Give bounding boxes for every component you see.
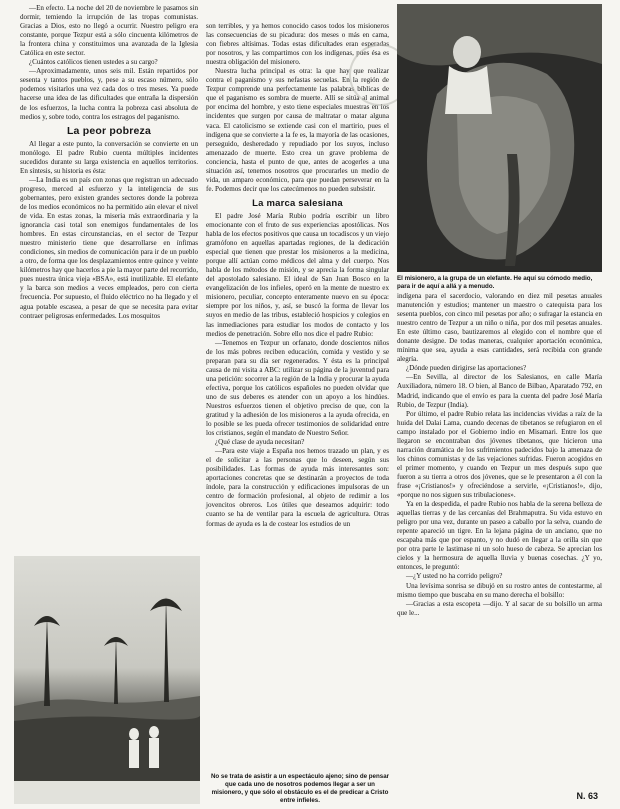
paragraph: —En efecto. La noche del 20 de noviembre le pasamos sin dormir, temiendo la irrupción de las tropas comunistas. Gracias a Dios, esto no llegó a ocurrir. Nuestro peligro era constante, porque Tezpur está a sólo cincuenta kilómetros de la frontera china y constituimos una avanzada de la Iglesia Católica en este sector. (20, 4, 198, 58)
paragraph: —En Sevilla, al director de los Salesianos, en calle María Auxiliadora, número 18. O bien, al Banco de Bilbao, Aparatado 792, en Madrid, indicando que el envío es para la cuenta del padre José María Rubio, de Tezpur (India). (397, 373, 602, 409)
paragraph: —Para este viaje a España nos hemos trazado un plan, y es el de solicitar a las personas que lo deseen, según sus posibilidades. Las formas de ayuda más interesantes son: aportaciones concretas que se destinarán a proyectos de toda índole, para la construcción y edificaciones impulsoras de un centro de formación profesional, al objeto de redimir a los jovencitos obreros. Los útiles que deseamos adquirir: todo cuanto se ha de ventilar para la escuela de agricultura. Otras formas de ayuda es la de costear los estudios de un (206, 447, 389, 528)
paragraph: Al llegar a este punto, la conversación se convierte en un monólogo. El padre Rubio cuenta múltiples incidentes sucedidos durante su larga existencia en aquellos territorios. En síntesis, su historia es ésta: (20, 139, 198, 175)
photo-image-1 (397, 4, 602, 272)
question: ¿Dónde pueden dirigirse las aportaciones? (406, 364, 527, 373)
paragraph: indígena para el sacerdocio, valorando en diez mil pesetas anuales manutención y estudios; mantener un maestro o catequista para los sesenta pueblos, con cinco mil pesetas por año; o sufragar la estancia en nuestro centro de Tezpur a un niño o niña, por dos mil pesetas anuales. En este último caso, bautizaremos al elegido con el nombre que el donante designe. De todas maneras, cualquier aportación económica, mínima que sea, ayuda a esas cantidades, será recibida con grande alegría. (397, 292, 602, 364)
column-3 (397, 292, 602, 618)
section-heading: La peor pobreza (66, 124, 152, 137)
tree-landscape-photo (14, 556, 200, 804)
column-1 (20, 4, 198, 321)
paragraph: Nuestra lucha principal es otra: la que hay que realizar contra el paganismo y sus nefastas secuelas. En la región de Tezpur comprende una perfectamente las palabras bíblicas de que el paganismo es sombra de muerte. Allí se sitúa al animal por encima del hombre, y esto tiene especiales muestras en los incidentes que surgen por causa de maltratar o matar alguna vaca. El catolicismo se extiende casi con el martirio, pues el indígena que se convierte a la fe es, la mayoría de las ocasiones, perseguido, desheredado y repudiado por los suyos, incluso amenazado de muerte. Esto crea un grave problema de conciencia, hasta el punto de que, antes de acogerles a una situación así, tenemos nosotros que procurarles un medio de vida, un amparo económico, para que puedan perseverar en la fe. Podemos decir que los catecúmenos no pueden subsistir. (206, 67, 389, 193)
paragraph: Por último, el padre Rubio relata las incidencias vividas a raíz de la huida del Dalai Lama, cuando decenas de tibetanos se refugiaron en el campo instalado por el Gobierno indio en Misamari. Entre los que llegaron se encontraban dos jóvenes tibetanos, que hicieron una narración dramática de los sufrimientos padecidos bajo la amenaza de los chinos comunistas y de las vejaciones sufridas. Fueron acogidos en el primer momento, y cuando en Tezpur un mes después supo que fueron a su tierra a otros dos jóvenes, que se le presentaron a él con la frase «¡Cristianos!» y ofreciéndose a servirle, «¡Cristianos!», dijo, «porque no nos siguen sus tribulaciones». (397, 409, 602, 500)
paragraph: son terribles, y ya hemos conocido casos todos los misioneros las consecuencias de su picadura: dos meses o más en cama, con fiebres altísimas. Todas estas dificultades eran esperadas por nosotros, y las compartimos con los indígenas, pues ésa es nuestra obligación del misionero. (206, 22, 389, 67)
paragraph: —Gracias a esta escopeta —dijo. Y al sacar de su bolsillo un arma que le... (397, 599, 602, 617)
question: —¿Y usted no ha corrido peligro? (406, 572, 503, 581)
photo-image-2 (14, 556, 200, 804)
paragraph: El padre José María Rubio podría escribir un libro emocionante con el fruto de sus experiencias apostólicas. Nos habla de los efectos positivos que causa un tocadiscos y un viejo gramófono en aquellas apartadas regiones, de la dedicación especial que tienen que prestar los misioneros a la medicina, porque allí actúan como médicos del alma y del cuerpo. Nos habla de los métodos de misión, y se aprecia la forma singular del apostolado salesiano. El ideal de San Juan Bosco en la evangelización de los infieles, operó en la mente de nuestro ex misionero, peculiar, concepto enteramente nuevo en su época: siempre por los niños, y, así, se buscó la forma de llevar los suyos en medio de las tribus, estableció hospicios y colegios en las inmediaciones para estudiar los modos de contacto y los medios de penetración. Sobre ello nos dice el padre Rubio: (206, 211, 390, 338)
paragraph: —Aproximadamente, unos seis mil. Están repartidos por sesenta y tantos pueblos, y, pese a su escaso número, sólo podemos visitarlos una vez cada dos o tres meses. Ya puede hacerse una idea de las dificultades que entraña la dispersión de los esfuerzos, la lucha contra la pobreza casi absoluta de medios y, sobre todo, contra los estragos del paganismo. (20, 67, 198, 121)
paragraph: —Tenemos en Tezpur un orfanato, donde doscientos niños de los más pobres reciben educación, comida y vestido y se preparan para su día ser regenerados. Y ésta es la principal causa de mi visita a ABC: utilizar su página de la juventud para una petición: socorrer a la región de la India y procurar la ayuda efectiva, porque los católicos españoles no pueden olvidar que uno de sus deberes es atender con un apoyo a los hindúes. Nuestros esfuerzos tienen el objetivo preciso de que, con la gratitud y la adhesión de los misioneros a la ayuda ofrecida, en lo posible se les pueda ofrecer testimonios de solidaridad entre los cristianos, según el mandato de Nuestro Señor. (206, 338, 389, 438)
paragraph: Ya en la despedida, el padre Rubio nos habla de la serena belleza de aquellas tierras y de las cercanías del Brahmaputra. Su vida estuvo en peligro por una vez, durante un paseo a caballo por la selva, cuando de repente apareció un tigre. En la lejana página de un anciano, que no escapaba más que por espanto, y no dudó en llegar a la orilla sin que por otra parte le lastimase ni un solo hueso de cabeza. Se aprecian los cielos y la hermosura de aquella lluvia y buenas cosechas. ¿Y yo, entonces, le preguntó: (397, 500, 602, 572)
elephant-missionary-photo (397, 4, 602, 272)
photo-caption-1: El misionero, a la grupa de un elefante. He aquí su cómodo medio, para ir de aquí a allá y a menudo. (397, 275, 593, 290)
page-number: N. 63 (576, 791, 598, 801)
paragraph: —La India es un país con zonas que registran un adecuado progreso, merced al esfuerzo y la inteligencia de sus gobernantes, pero existen grandes sectores donde la pobreza de los medios económicos no ha permitido aún elevar el nivel de vida. En estas zonas, la miseria más extraordinaria y la ignorancia casi total son enemigos fundamentales de los hombres. En estas circunstancias, en el sector de Tezpur nuestro ministerio tiene que desarrollarse en ínfimas condiciones, sin medios de comunicación para ir de un pueblo a otro, de forma que los desplazamientos entre quince y veinte kilómetros hay que hacerlos a pie la mayor parte del recorrido, pues nuestra única vieja «BSA», está inutilizable. El elefante y la barca son medios a veces empleados, pero con cierta frecuencia. Por supuesto, el fluido eléctrico no ha llegado y el agua potable escasea, a pesar de que se necesita para evitar contraer peligrosas enfermedades. Los mosquitos (20, 175, 198, 320)
question: ¿Cuántos católicos tienen ustedes a su cargo? (29, 58, 158, 67)
question: ¿Qué clase de ayuda necesitan? (215, 438, 305, 447)
paragraph: Una levísima sonrisa se dibujó en su rostro antes de contestarme, al mismo tiempo que buscaba en su mano derecha el bolsillo: (397, 581, 602, 599)
photo-caption-2: No se trata de asistir a un espectáculo ajeno; sino de pensar que cada uno de nosotros podemos llegar a ser un misionero, y que sólo el obstáculo es el de predicar a Cristo entre infieles. (210, 773, 390, 804)
section-heading: La marca salesiana (252, 197, 343, 209)
